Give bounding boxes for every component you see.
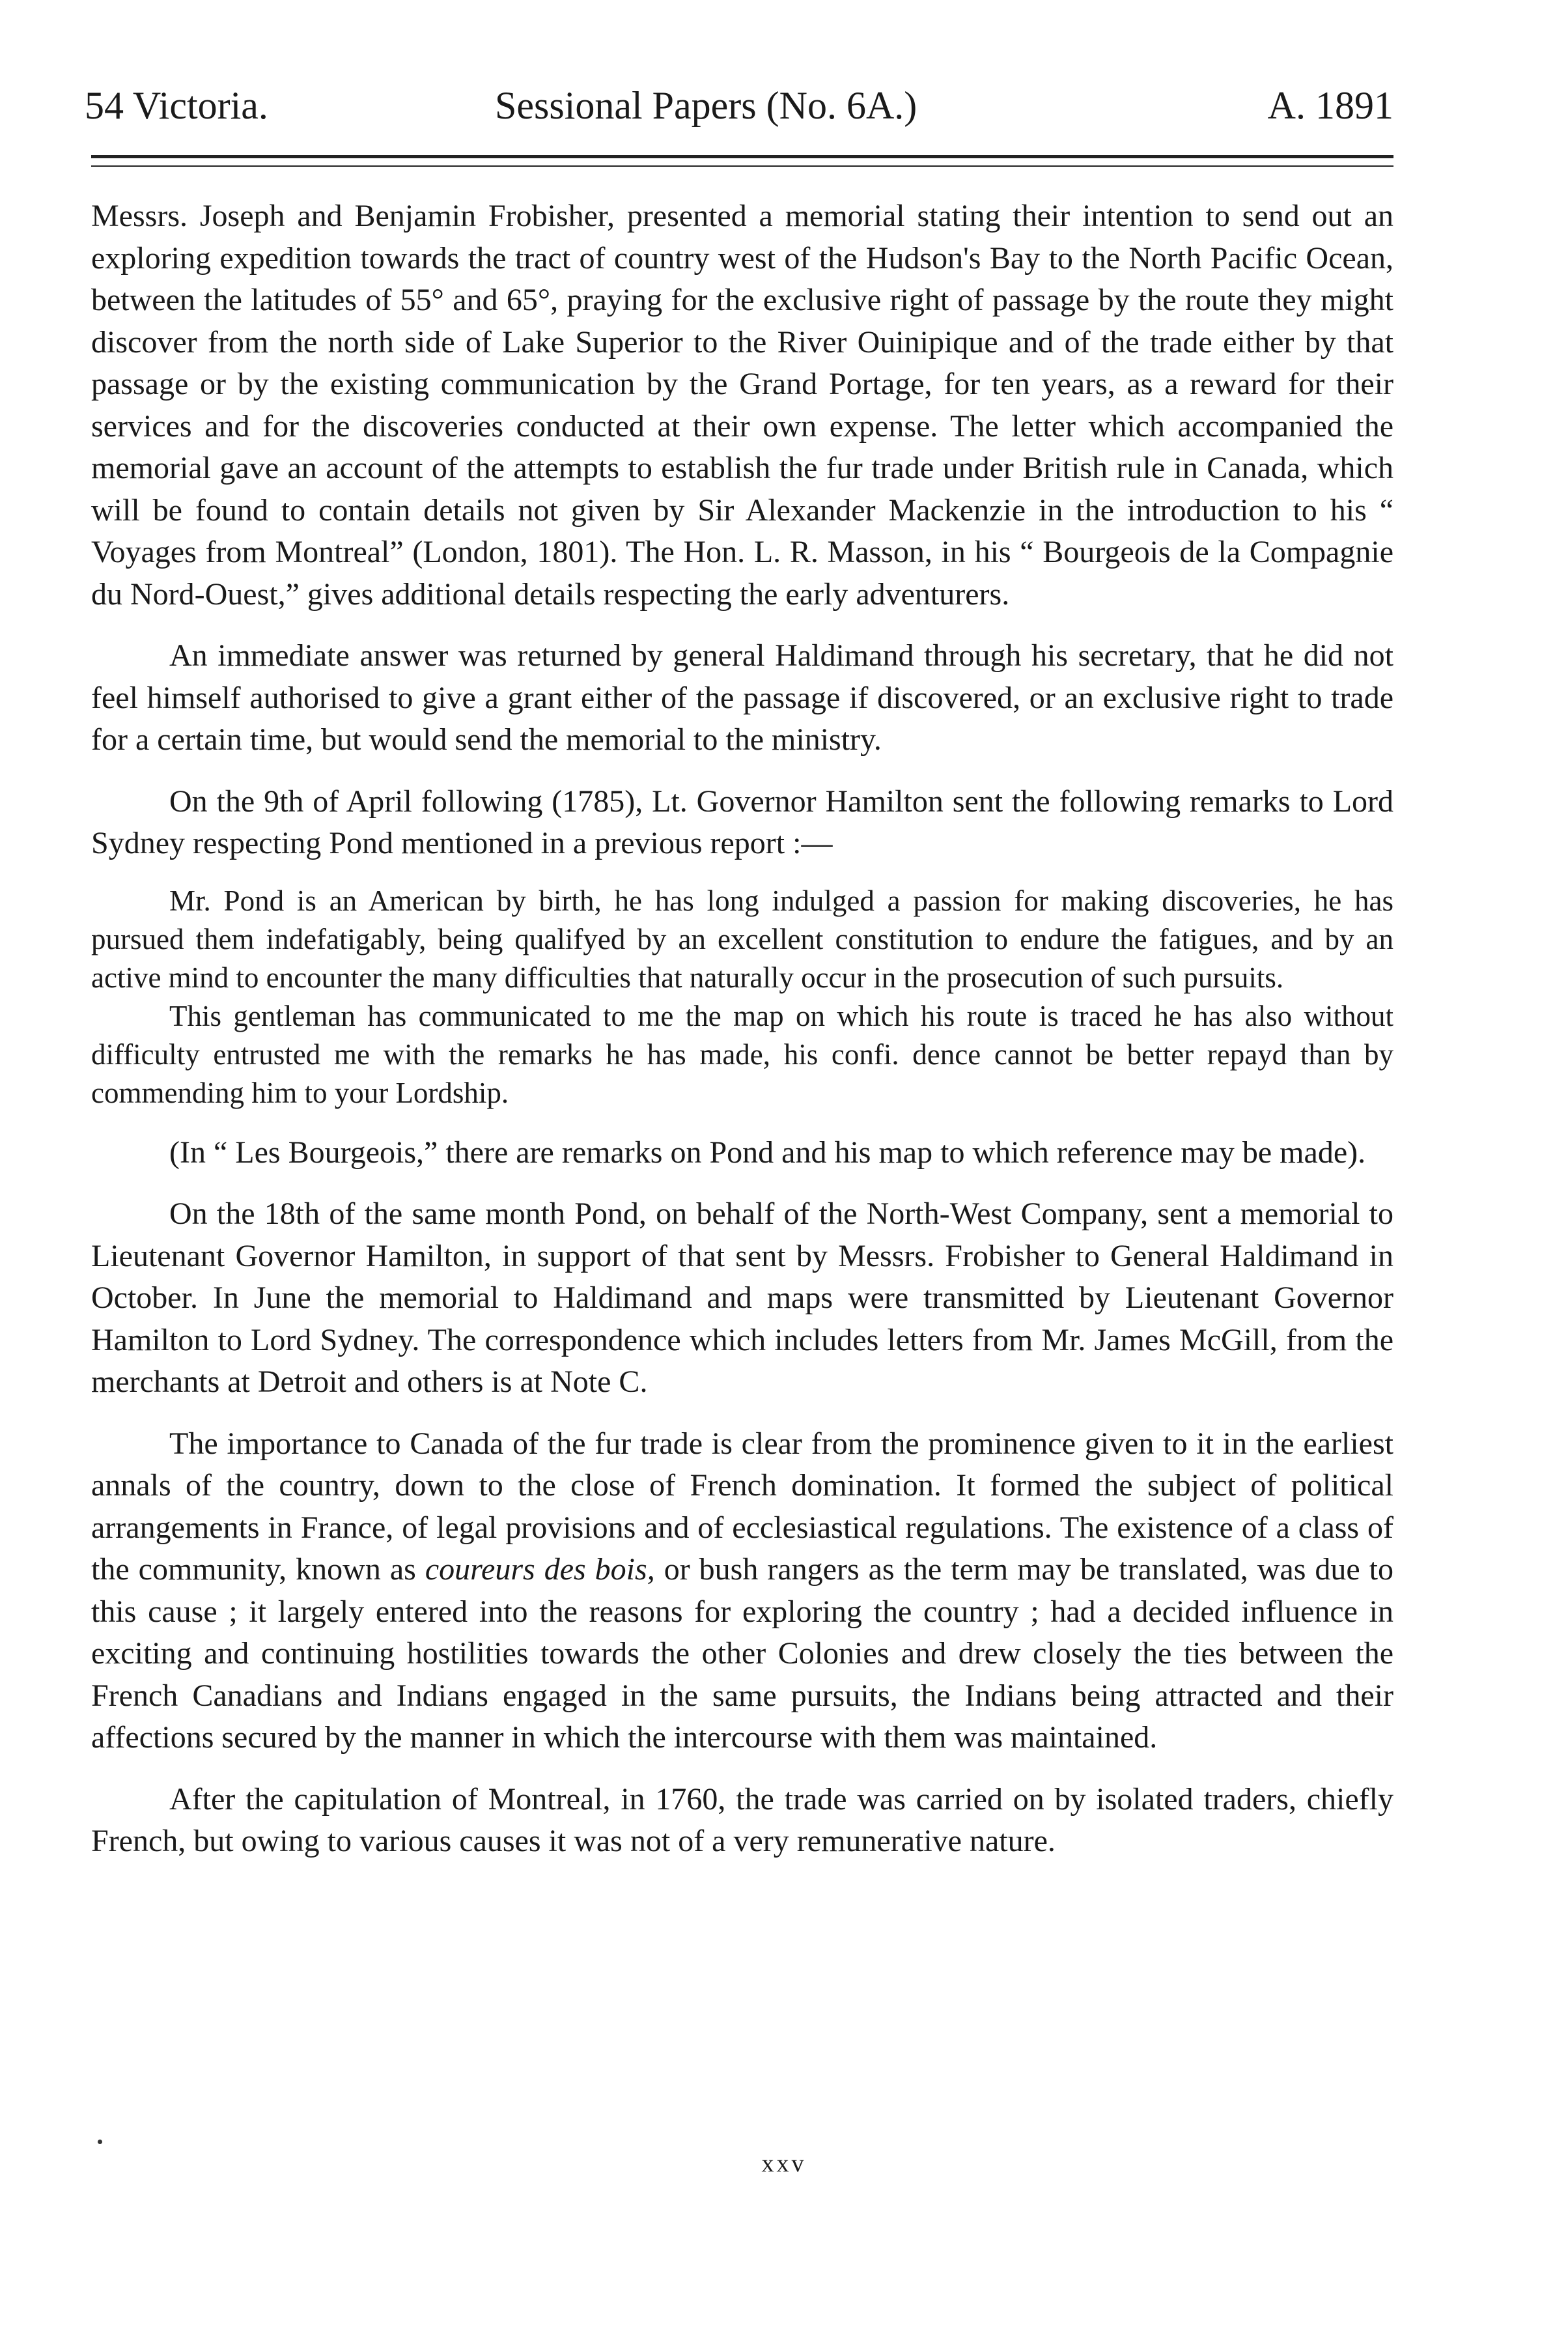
- quote-paragraph-gentleman: This gentleman has communicated to me the map on which his route is traced he has also without difficulty entrusted me with the remarks he has made, his confi. dence cannot be better repayd than by commending him to your Lordship.: [91, 999, 1393, 1109]
- header-rule-thick: [91, 155, 1393, 158]
- fur-trade-text-end: or bush rangers as the term may be translated, was due to this cause ; it largely entered into the reasons for exploring the country ; had a decided influence in exciting and continuing hostilities towards the other Colonies and drew closely the ties between the French Canadians and Indians engaged in the same pursuits, the Indians being attracted and their affections secured by the manner in which the intercourse with them was maintained.: [91, 1552, 1394, 1755]
- paragraph-capitulation-montreal: After the capitulation of Montreal, in 1760, the trade was carried on by isolated traders, chiefly French, but owing to various causes it was not of a very remunerative nature.: [91, 1781, 1393, 1858]
- header-title: Sessional Papers (No. 6A.): [495, 84, 917, 127]
- paragraph-frobisher-memorial: Messrs. Joseph and Benjamin Frobisher, presented a memorial stating their intention to send out an exploring expedition towards the tract of country west of the Hudson's Bay to the North Pacific Ocean, between the latitudes of 55° and 65°, praying for the exclusive right of passage by the route they might discover from the north side of Lake Superior to the River Ouinipique and of the trade either by that passage or by the existing communication by the Grand Portage, for ten years, as a reward for their services and for the discoveries conducted at their own expense. The letter which accompanied the memorial gave an account of the attempts to establish the fur trade under British rule in Canada, which will be found to contain details not given by Sir Alexander Mackenzie in the introduction to his “ Voyages from Montreal” (London, 1801). The Hon. L. R. Masson, in his “ Bourgeois de la Compagnie du Nord-Ouest,” gives additional details respecting the early adventurers.: [91, 199, 1393, 612]
- paragraph-fur-trade-importance: [91, 1423, 1393, 1759]
- running-header: [85, 73, 1393, 138]
- paragraph-north-west-company: On the 18th of the same month Pond, on behalf of the North-West Company, sent a memorial to Lieutenant Governor Hamilton, in support of that sent by Messrs. Frobisher to General Haldimand in October. In June the memorial to Haldimand and maps were transmitted by Lieutenant Governor Hamilton to Lord Sydney. The correspondence which includes letters from Mr. James McGill, from the merchants at Detroit and others is at Note C.: [91, 1196, 1393, 1399]
- header-rule-thin: [91, 165, 1393, 167]
- paragraph-haldimand-answer: An immediate answer was returned by general Haldimand through his secretary, that he did not feel himself authorised to give a grant either of the passage if discovered, or an exclusive right to trade for a certain time, but would send the memorial to the ministry.: [91, 638, 1393, 757]
- body-text: [91, 195, 1393, 1863]
- quote-paragraph-pond: Mr. Pond is an American by birth, he has long indulged a passion for making discoveries, he has pursued them indefatigably, being qualifyed by an excellent constitution to endure the fatigues, and by an active mind to encounter the many difficulties that naturally occur in the prosecution of such pursuits.: [91, 884, 1393, 994]
- header-session: 54 Victoria.: [85, 84, 268, 127]
- page-folio: xxv: [761, 2150, 807, 2177]
- ink-speck: [98, 2140, 102, 2144]
- paragraph-les-bourgeois: (In “ Les Bourgeois,” there are remarks on Pond and his map to which reference may be made).: [169, 1135, 1366, 1170]
- paragraph-hamilton-remarks: On the 9th of April following (1785), Lt. Governor Hamilton sent the following remarks to Lord Sydney respecting Pond mentioned in a previous report :—: [91, 784, 1393, 860]
- fur-trade-text-start: The importance to Canada of the fur trade is clear from the prominence given to it in the earliest annals of the country, down to the close of French domination. It formed the subject of political arrangements in France, of legal provisions and of ecclesiastical regulations. The existence of a class of the community, known as: [91, 1426, 1393, 1587]
- header-year: A. 1891: [1267, 84, 1393, 127]
- block-quote: [91, 882, 1393, 1112]
- coureurs-des-bois-term: coureurs des bois,: [425, 1552, 655, 1587]
